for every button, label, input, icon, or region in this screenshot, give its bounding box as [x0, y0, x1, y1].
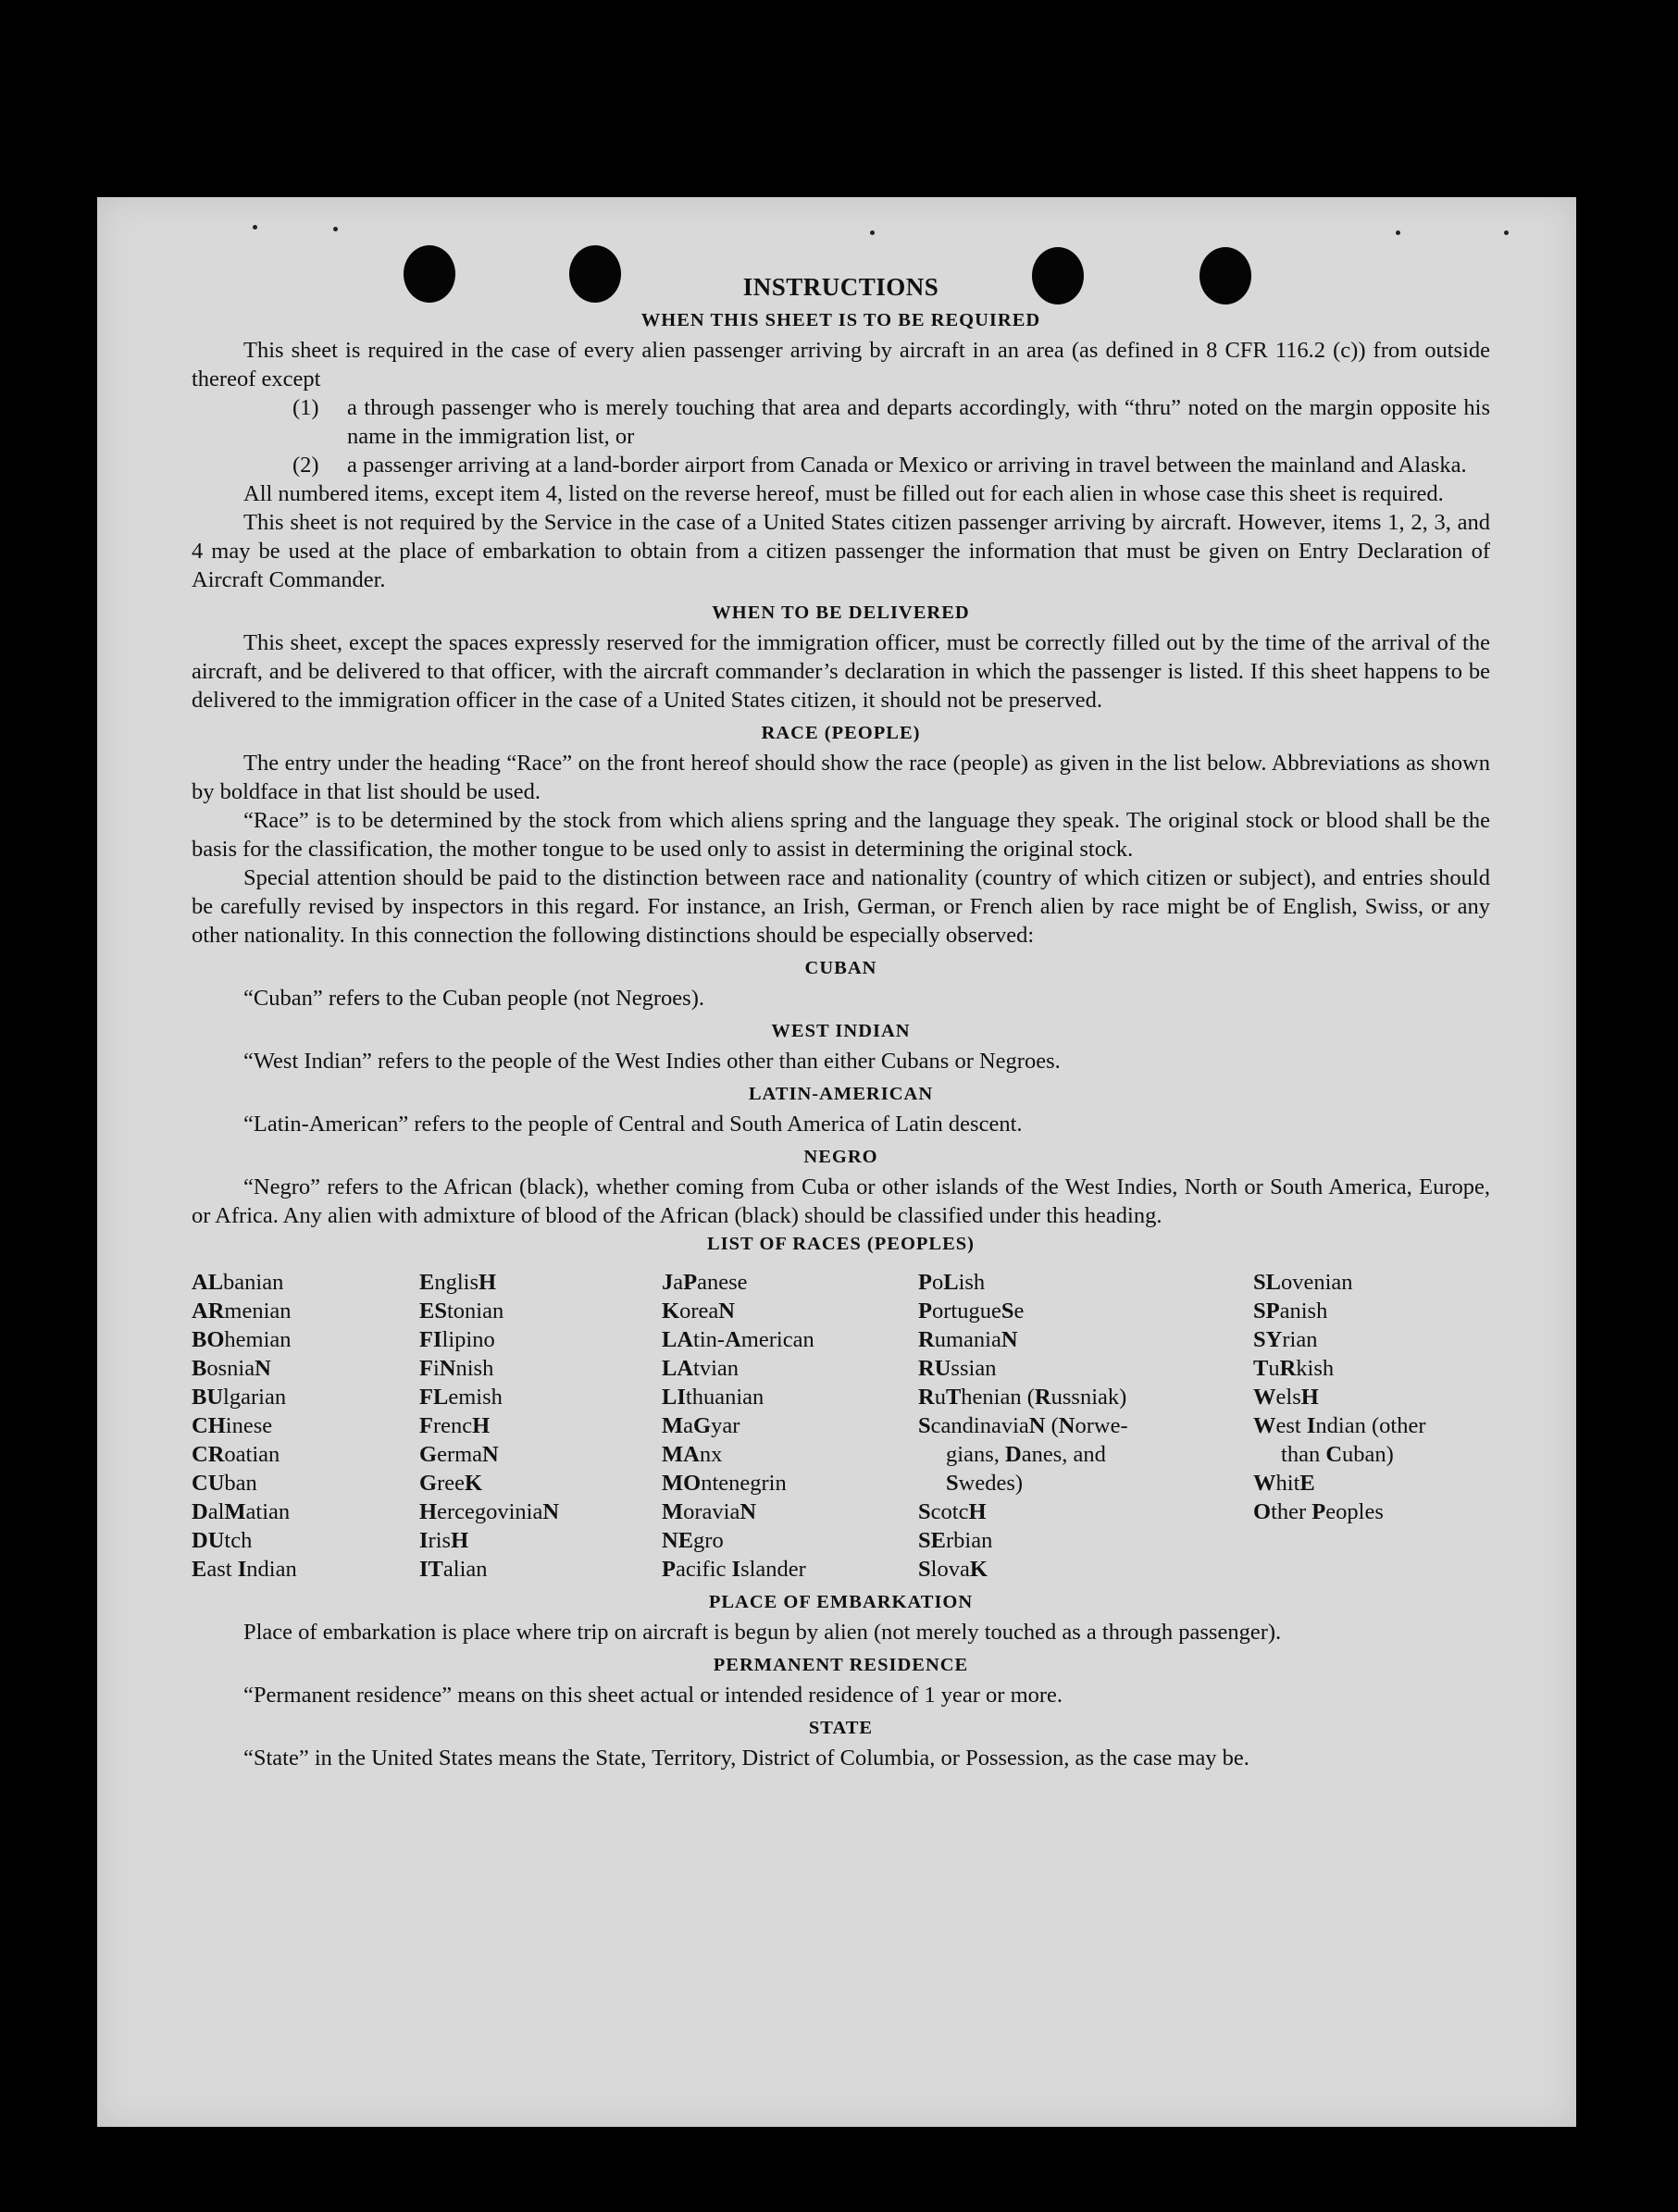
- race-entry: JaPanese: [662, 1270, 748, 1295]
- race-entry: NEgro: [662, 1528, 724, 1553]
- item-text: a through passenger who is merely touching that area and departs accordingly, with “thru” noted on the margin opposite his name in the immigration list, or: [347, 395, 1490, 449]
- section-heading: NEGRO: [803, 1147, 878, 1167]
- race-entry: WelsH: [1253, 1385, 1319, 1410]
- paragraph: “Permanent residence” means on this sheet actual or intended residence of 1 year or more.: [243, 1683, 1063, 1708]
- document-sheet: [97, 197, 1576, 2127]
- item-text: a passenger arriving at a land-border airport from Canada or Mexico or arriving in travel between the mainland and Alaska.: [347, 453, 1467, 478]
- race-column: [192, 1268, 419, 1584]
- race-column: [662, 1268, 918, 1584]
- race-entry: EnglisH: [419, 1270, 497, 1295]
- race-entry: TuRkish: [1253, 1356, 1335, 1381]
- item-number: (1): [292, 395, 319, 420]
- race-entry: ITalian: [419, 1557, 488, 1582]
- race-entry: GermaN: [419, 1442, 499, 1467]
- paragraph: “West Indian” refers to the people of the West Indies other than either Cubans or Negroes.: [243, 1049, 1061, 1074]
- race-entry: CUban: [192, 1471, 257, 1496]
- race-entry: WhitE: [1253, 1471, 1315, 1496]
- paragraph: “Negro” refers to the African (black), whether coming from Cuba or other islands of the West Indies, North or South America, Europe, or Africa. Any alien with admixture of blood of the African (black) should be classified under this heading.: [192, 1174, 1490, 1228]
- race-column: [918, 1268, 1253, 1584]
- race-list: [192, 1268, 1490, 1584]
- race-entry: KoreaN: [662, 1299, 735, 1323]
- race-entry: PoLish: [918, 1270, 986, 1295]
- section-heading: PERMANENT RESIDENCE: [713, 1655, 969, 1675]
- race-entry: ScotcH: [918, 1499, 987, 1524]
- race-entry: BosniaN: [192, 1356, 271, 1381]
- instructions-content: [192, 273, 1490, 1772]
- race-entry: LIthuanian: [662, 1385, 764, 1410]
- race-entry: HercegoviniaN: [419, 1499, 560, 1524]
- race-entry: gians, Danes, and: [946, 1442, 1106, 1467]
- race-column: [1253, 1268, 1490, 1584]
- race-entry: SYrian: [1253, 1327, 1318, 1352]
- list-item: [192, 393, 1490, 451]
- race-entry: SLovenian: [1253, 1270, 1353, 1295]
- race-entry: DalMatian: [192, 1499, 291, 1524]
- race-entry: IrisH: [419, 1528, 469, 1553]
- race-entry: than Cuban): [1281, 1442, 1394, 1467]
- section-heading: RACE (PEOPLE): [761, 723, 921, 743]
- race-entry: MAnx: [662, 1442, 723, 1467]
- paragraph: Special attention should be paid to the distinction between race and nationality (country of which citizen or subject), and entries should be carefully revised by inspectors in this regard. For instance, an Irish, German, or French alien by race might be of English, Swiss, or any other nationality. In this connection the following distinctions should be especially observed:: [192, 865, 1490, 948]
- speck: [253, 225, 257, 230]
- section-heading: WHEN THIS SHEET IS TO BE REQUIRED: [640, 310, 1041, 330]
- race-entry: Other Peoples: [1253, 1499, 1384, 1524]
- race-entry: ARmenian: [192, 1299, 292, 1323]
- race-entry: West Indian (other: [1253, 1413, 1426, 1438]
- page-title: INSTRUCTIONS: [742, 273, 939, 301]
- section-heading: CUBAN: [804, 958, 877, 978]
- race-entry: RUssian: [918, 1356, 997, 1381]
- paragraph: Place of embarkation is place where trip on aircraft is begun by alien (not merely touched as a through passenger).: [243, 1620, 1282, 1645]
- race-entry: SErbian: [918, 1528, 993, 1553]
- paragraph: This sheet, except the spaces expressly reserved for the immigration officer, must be correctly filled out by the time of the arrival of the aircraft, and be delivered to that officer, with the aircraft commander’s declaration in which the passenger is listed. If this sheet happens to be delivered to the immigration officer in the case of a United States citizen, it should not be preserved.: [192, 630, 1490, 713]
- race-entry: MoraviaN: [662, 1499, 757, 1524]
- paragraph: This sheet is required in the case of every alien passenger arriving by aircraft in an area (as defined in 8 CFR 116.2 (c)) from outside thereof except: [192, 338, 1490, 391]
- race-entry: FiNnish: [419, 1356, 494, 1381]
- race-entry: BUlgarian: [192, 1385, 287, 1410]
- race-entry: Pacific Islander: [662, 1557, 806, 1582]
- race-entry: PortugueSe: [918, 1299, 1025, 1323]
- race-entry: MaGyar: [662, 1413, 740, 1438]
- race-entry: East Indian: [192, 1557, 297, 1582]
- list-item: [192, 451, 1490, 479]
- race-entry: SlovaK: [918, 1557, 988, 1582]
- race-entry: RumaniaN: [918, 1327, 1018, 1352]
- race-entry: MOntenegrin: [662, 1471, 787, 1496]
- race-entry: FLemish: [419, 1385, 503, 1410]
- race-entry: EStonian: [419, 1299, 504, 1323]
- paragraph: All numbered items, except item 4, listed on the reverse hereof, must be filled out for each alien in whose case this sheet is required.: [243, 481, 1444, 506]
- speck: [1504, 230, 1509, 235]
- race-entry: GreeK: [419, 1471, 483, 1496]
- section-heading: PLACE OF EMBARKATION: [708, 1592, 974, 1612]
- race-entry: FIlipino: [419, 1327, 495, 1352]
- item-number: (2): [292, 453, 319, 478]
- race-entry: DUtch: [192, 1528, 253, 1553]
- section-heading: LATIN-AMERICAN: [748, 1084, 934, 1104]
- paragraph: This sheet is not required by the Service in the case of a United States citizen passenger arriving by aircraft. However, items 1, 2, 3, and 4 may be used at the place of embarkation to obtain from a citizen passenger the information that must be given on Entry Declaration of Aircraft Commander.: [192, 510, 1490, 592]
- race-entry: BOhemian: [192, 1327, 292, 1352]
- race-entry: CHinese: [192, 1413, 273, 1438]
- section-heading: WHEN TO BE DELIVERED: [712, 603, 970, 623]
- race-entry: LAtin-American: [662, 1327, 814, 1352]
- section-heading: LIST OF RACES (PEOPLES): [707, 1234, 975, 1254]
- race-entry: ScandinaviaN (Norwe-: [918, 1413, 1128, 1438]
- paragraph: “Race” is to be determined by the stock from which aliens spring and the language they speak. The original stock or blood shall be the basis for the classification, the mother tongue to be used only to assist in determining the original stock.: [192, 808, 1490, 862]
- paragraph: “Latin-American” refers to the people of Central and South America of Latin descent.: [243, 1112, 1023, 1137]
- speck: [870, 230, 875, 235]
- paragraph: “Cuban” refers to the Cuban people (not Negroes).: [243, 986, 704, 1011]
- section-heading: WEST INDIAN: [771, 1021, 911, 1041]
- speck: [1396, 230, 1400, 235]
- section-heading: STATE: [808, 1718, 874, 1738]
- race-entry: FrencH: [419, 1413, 491, 1438]
- race-entry: Swedes): [946, 1471, 1024, 1496]
- race-entry: LAtvian: [662, 1356, 740, 1381]
- race-entry: ALbanian: [192, 1270, 284, 1295]
- race-entry: RuThenian (Russniak): [918, 1385, 1127, 1410]
- race-entry: CRoatian: [192, 1442, 280, 1467]
- speck: [333, 227, 338, 231]
- race-entry: SPanish: [1253, 1299, 1328, 1323]
- race-column: [419, 1268, 662, 1584]
- paragraph: “State” in the United States means the State, Territory, District of Columbia, or Possession, as the case may be.: [243, 1746, 1249, 1771]
- paragraph: The entry under the heading “Race” on the front hereof should show the race (people) as given in the list below. Abbreviations as shown by boldface in that list should be used.: [192, 751, 1490, 804]
